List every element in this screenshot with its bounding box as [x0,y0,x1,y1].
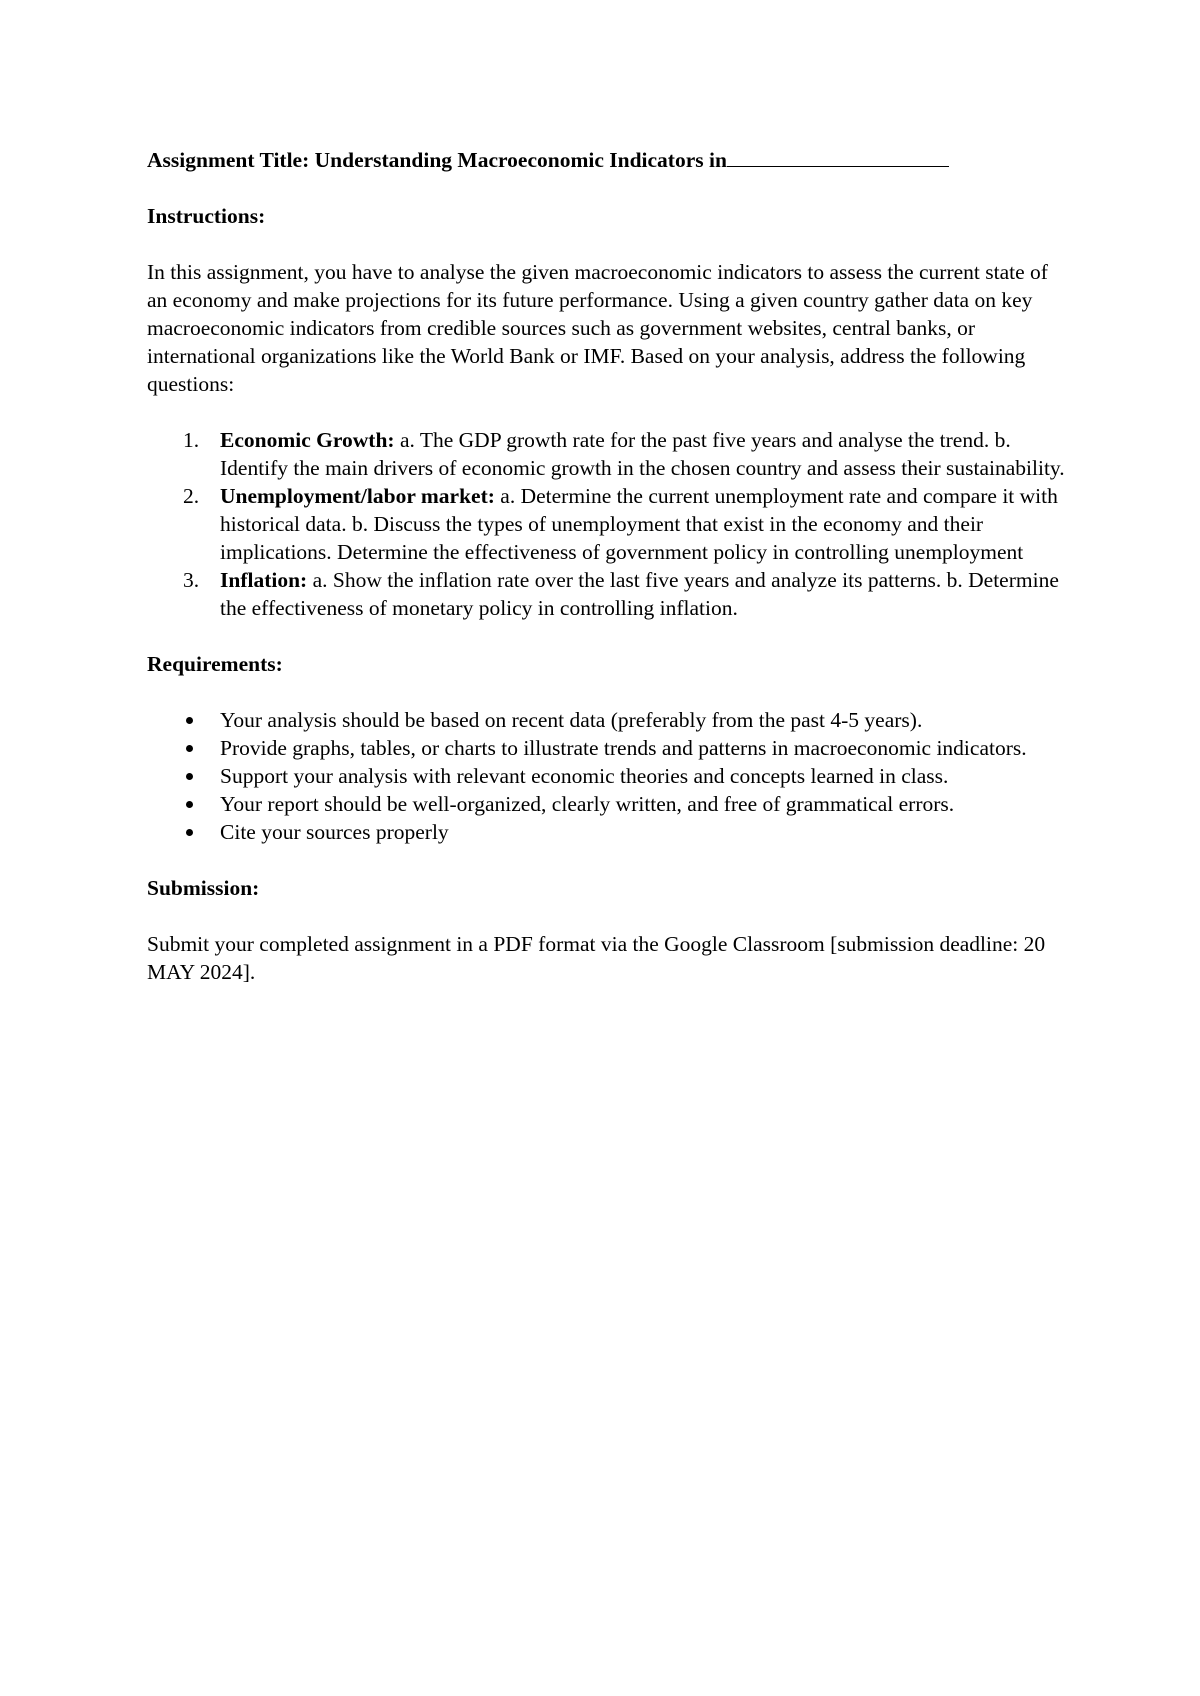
document-body [147,146,1067,1014]
question-item [147,566,1067,622]
requirement-item [147,706,1067,734]
bullet-icon [186,801,193,808]
requirements-heading: Requirements: [147,652,283,676]
question-text: a. Determine the current unemployment rate and compare it with historical data. b. Discuss the types of unemployment that exist in the economy and their implications. Determine the effectiveness of government policy in controlling unemployment [220,484,1058,564]
question-item [147,426,1067,482]
assignment-title-text: Assignment Title: Understanding Macroeconomic Indicators in [147,148,727,172]
question-lead: Economic Growth: [220,428,395,452]
questions-list [147,426,1067,622]
title-fill-in-blank [727,147,949,167]
bullet-icon [186,745,193,752]
question-number: 1. [183,428,200,452]
requirement-item [147,734,1067,762]
submission-paragraph: Submit your completed assignment in a PDF format via the Google Classroom [submission deadline: 20 MAY 2024]. [147,932,1046,984]
question-item [147,482,1067,566]
bullet-icon [186,717,193,724]
bullet-icon [186,829,193,836]
requirement-text: Your report should be well-organized, clearly written, and free of grammatical errors. [220,792,955,816]
question-lead: Unemployment/labor market: [220,484,495,508]
assignment-title [147,146,1067,174]
requirement-item [147,818,1067,846]
requirement-item [147,790,1067,818]
requirement-text: Cite your sources properly [220,820,449,844]
intro-paragraph: In this assignment, you have to analyse the given macroeconomic indicators to assess the current state of an economy and make projections for its future performance. Using a given country gather data on key macroeconomic indicators from credible sources such as government websites, central banks, or international organizations like the World Bank or IMF. Based on your analysis, address the following questions: [147,260,1048,396]
question-text: a. The GDP growth rate for the past five years and analyse the trend. b. Identify the main drivers of economic growth in the chosen country and assess their sustainability. [220,428,1065,480]
requirements-list [147,706,1067,846]
question-text: a. Show the inflation rate over the last five years and analyze its patterns. b. Determine the effectiveness of monetary policy in controlling inflation. [220,568,1059,620]
bullet-icon [186,773,193,780]
requirement-item [147,762,1067,790]
requirement-text: Support your analysis with relevant economic theories and concepts learned in class. [220,764,949,788]
submission-heading: Submission: [147,876,260,900]
requirement-text: Your analysis should be based on recent data (preferably from the past 4-5 years). [220,708,923,732]
instructions-heading: Instructions: [147,204,266,228]
question-number: 2. [183,484,200,508]
question-lead: Inflation: [220,568,308,592]
requirement-text: Provide graphs, tables, or charts to illustrate trends and patterns in macroeconomic indicators. [220,736,1027,760]
question-number: 3. [183,568,200,592]
